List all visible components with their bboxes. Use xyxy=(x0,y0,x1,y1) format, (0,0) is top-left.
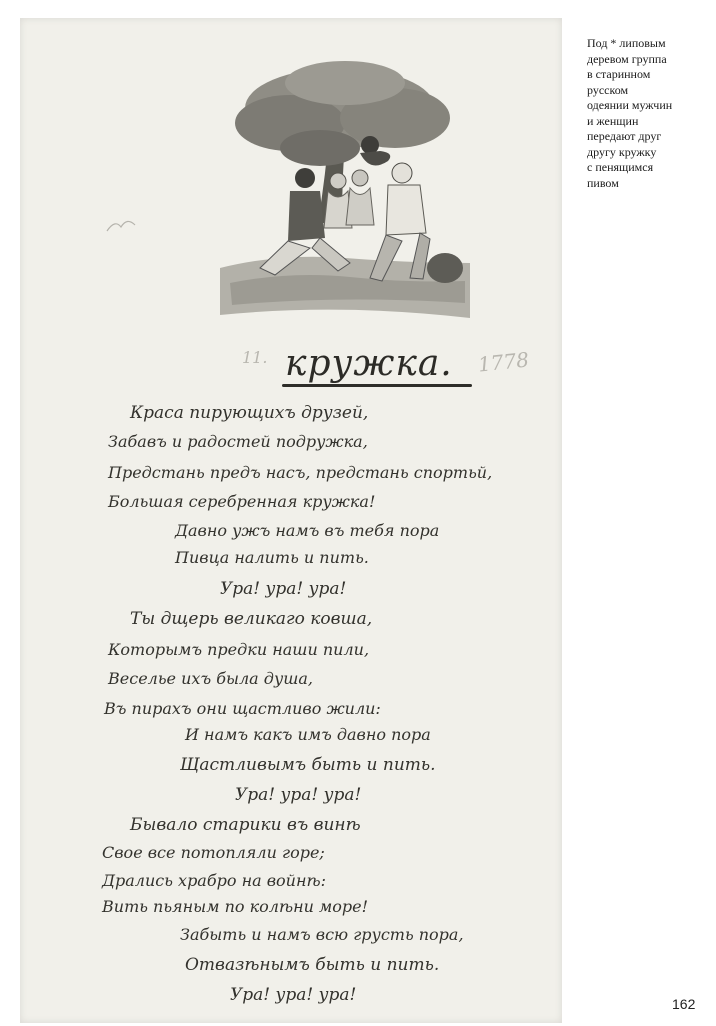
pencil-note-left: 11. xyxy=(242,348,268,367)
poem-line: И намъ какъ имъ давно пора xyxy=(185,725,431,744)
pencil-scribble xyxy=(105,213,145,233)
poem-line: Ты дщерь великаго ковша, xyxy=(130,609,373,629)
tree-gathering-illustration xyxy=(220,53,470,318)
caption-line: и женщин xyxy=(587,113,639,128)
page-number: 162 xyxy=(672,996,696,1012)
poem-title: кружка. xyxy=(285,343,453,384)
poem-line: Ура! ура! ура! xyxy=(235,785,362,805)
poem-line: Давно ужъ намъ въ тебя пора xyxy=(175,521,440,540)
caption-line: деревом группа xyxy=(587,51,667,66)
poem-line: Забавъ и радостей подружка, xyxy=(108,432,368,451)
caption-line: русском xyxy=(587,82,629,97)
poem-line: Предстань предъ насъ, предстань спортьй, xyxy=(108,463,493,482)
poem-line: Отвазѣнымъ быть и пить. xyxy=(185,955,440,975)
poem-line: Краса пирующихъ друзей, xyxy=(130,403,369,423)
poem-line: Забыть и намъ всю грусть пора, xyxy=(180,925,464,944)
poem-line: Веселье ихъ была душа, xyxy=(108,669,313,688)
poem-line: Которымъ предки наши пили, xyxy=(108,640,370,659)
poem-line: Въ пирахъ они щастливо жили: xyxy=(104,699,381,718)
poem-line: Ура! ура! ура! xyxy=(220,579,347,599)
poem-line: Свое все потопляли горе; xyxy=(102,843,325,862)
poem-line: Пивца налить и пить. xyxy=(175,548,369,567)
caption-line: передают друг xyxy=(587,129,662,143)
caption-line: в старинном xyxy=(587,67,651,81)
pencil-note-right: 1778 xyxy=(476,347,531,377)
caption-line: пивом xyxy=(587,175,619,190)
poem-line: Бывало старики въ винѣ xyxy=(130,815,361,835)
illustration-caption xyxy=(587,36,707,191)
caption-line: одеянии мужчин xyxy=(587,98,673,112)
poem-line: Большая серебренная кружка! xyxy=(108,492,376,511)
poem-line: Дрались храбро на войнѣ: xyxy=(102,871,327,890)
caption-line: Под * липовым xyxy=(587,36,666,50)
title-underline xyxy=(282,384,472,387)
poem-line: Ура! ура! ура! xyxy=(230,985,357,1005)
poem-line: Вить пьяным по колѣни море! xyxy=(102,897,369,916)
manuscript-page xyxy=(20,18,562,1023)
poem-line: Щастливымъ быть и пить. xyxy=(180,755,436,775)
caption-line: другу кружку xyxy=(587,144,657,159)
caption-line: с пенящимся xyxy=(587,160,654,174)
